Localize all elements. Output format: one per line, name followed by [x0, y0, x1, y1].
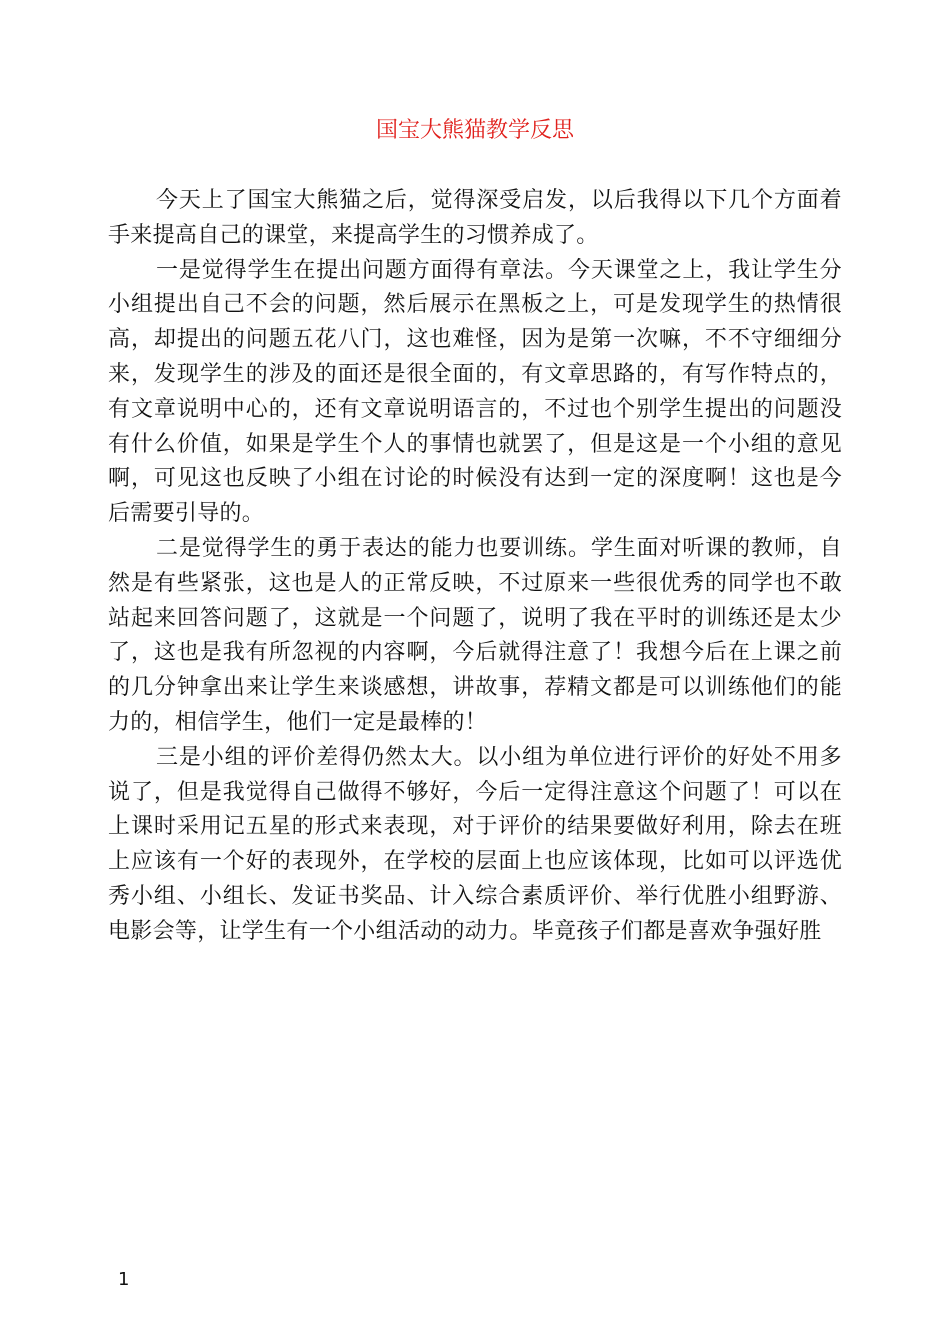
- paragraph-point-three: 三是小组的评价差得仍然太大。以小组为单位进行评价的好处不用多说了，但是我觉得自己做得不够好，今后一定得注意这个问题了！可以在上课时采用记五星的形式来表现，对于评价的结果要做好利用，除去在班上应该有一个好的表现外，在学校的层面上也应该体现，比如可以评选优秀小组、小组长、发证书奖品、计入综合素质评价、举行优胜小组野游、电影会等，让学生有一个小组活动的动力。毕竟孩子们都是喜欢争强好胜: [108, 744, 842, 944]
- document-title: 国宝大熊猫教学反思: [375, 118, 574, 143]
- page-number: 1: [118, 1269, 130, 1290]
- document-body: [108, 184, 842, 950]
- paragraph-intro: 今天上了国宝大熊猫之后，觉得深受启发，以后我得以下几个方面着手来提高自己的课堂，来提高学生的习惯养成了。: [108, 188, 842, 248]
- paragraph-point-two: 二是觉得学生的勇于表达的能力也要训练。学生面对听课的教师，自然是有些紧张，这也是人的正常反映，不过原来一些很优秀的同学也不敢站起来回答问题了，这就是一个问题了，说明了我在平时的训练还是太少了，这也是我有所忽视的内容啊，今后就得注意了！我想今后在上课之前的几分钟拿出来让学生来谈感想，讲故事，荐精文都是可以训练他们的能力的，相信学生，他们一定是最棒的！: [108, 535, 842, 735]
- paragraph-point-one: 一是觉得学生在提出问题方面得有章法。今天课堂之上，我让学生分小组提出自己不会的问题，然后展示在黑板之上，可是发现学生的热情很高，却提出的问题五花八门，这也难怪，因为是第一次嘛，不不守细细分来，发现学生的涉及的面还是很全面的，有文章思路的，有写作特点的，有文章说明中心的，还有文章说明语言的，不过也个别学生提出的问题没有什么价值，如果是学生个人的事情也就罢了，但是这是一个小组的意见啊，可见这也反映了小组在讨论的时候没有达到一定的深度啊！这也是今后需要引导的。: [108, 257, 842, 527]
